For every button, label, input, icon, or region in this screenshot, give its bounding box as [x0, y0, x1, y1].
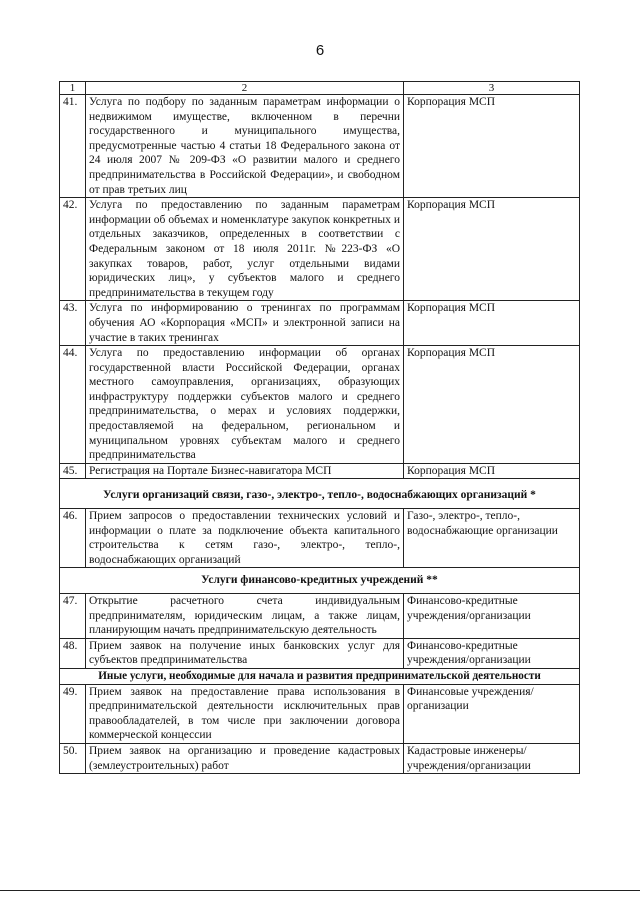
- services-table: [59, 81, 580, 774]
- page-bottom-rule: [0, 890, 640, 891]
- table-row: [60, 743, 580, 773]
- table-row: [60, 509, 580, 568]
- service-provider: Газо-, электро-, тепло-, водоснабжающие организации: [404, 509, 580, 568]
- service-description: Открытие расчетного счета индивидуальным предпринимателям, юридическим лицам, а также лицам, планирующим начать предпринимательскую деятельность: [86, 594, 404, 639]
- table-row: [60, 594, 580, 639]
- row-number: 46.: [60, 509, 86, 568]
- service-provider: Корпорация МСП: [404, 463, 580, 479]
- service-description: Услуга по предоставлению информации об органах государственной власти Российской Федерации, органах местного самоуправления, организациях, образующих инфраструктуру поддержки субъектов малого и среднего предпринимательства, о мерах и условиях поддержки, предоставляемой на федеральном, региональном и муниципальном уровнях субъектам малого и среднего предпринимательства: [86, 346, 404, 464]
- table-row: [60, 638, 580, 668]
- service-provider: Корпорация МСП: [404, 198, 580, 301]
- section-header-row: [60, 668, 580, 684]
- table-row: [60, 198, 580, 301]
- service-provider: Финансовые учреждения/организации: [404, 684, 580, 743]
- row-number: 48.: [60, 638, 86, 668]
- section-header-row: [60, 568, 580, 594]
- service-provider: Корпорация МСП: [404, 301, 580, 346]
- table-row: [60, 684, 580, 743]
- table-row: [60, 346, 580, 464]
- table-header-row: [60, 82, 580, 95]
- service-description: Услуга по подбору по заданным параметрам информации о недвижимом имуществе, включенном в перечни государственного и муниципального имущества, предусмотренные частью 4 статьи 18 Федерального закона от 24 июля 2007 № 209-ФЗ «О развитии малого и среднего предпринимательства в Российской Федерации», и свободном от прав третьих лиц: [86, 95, 404, 198]
- table-row: [60, 95, 580, 198]
- section-title: Иные услуги, необходимые для начала и развития предпринимательской деятельности: [60, 668, 580, 684]
- row-number: 45.: [60, 463, 86, 479]
- service-provider: Корпорация МСП: [404, 95, 580, 198]
- row-number: 49.: [60, 684, 86, 743]
- column-header-3: 3: [404, 82, 580, 95]
- table-row: [60, 463, 580, 479]
- column-header-2: 2: [86, 82, 404, 95]
- section-title: Услуги финансово-кредитных учреждений **: [60, 568, 580, 594]
- row-number: 42.: [60, 198, 86, 301]
- service-provider: Кадастровые инженеры/ учреждения/организации: [404, 743, 580, 773]
- row-number: 50.: [60, 743, 86, 773]
- service-description: Услуга по информированию о тренингах по программам обучения АО «Корпорация «МСП» и электронной записи на участие в таких тренингах: [86, 301, 404, 346]
- row-number: 43.: [60, 301, 86, 346]
- table-row: [60, 301, 580, 346]
- column-header-1: 1: [60, 82, 86, 95]
- page-number: 6: [315, 42, 325, 59]
- service-description: Прием заявок на предоставление права использования в предпринимательской деятельности исключительных прав правообладателей, в том числе при заключении договора коммерческой концессии: [86, 684, 404, 743]
- service-provider: Финансово-кредитные учреждения/организации: [404, 594, 580, 639]
- row-number: 44.: [60, 346, 86, 464]
- service-description: Услуга по предоставлению по заданным параметрам информации об объемах и номенклатуре закупок конкретных и отдельных заказчиков, определенных в соответствии с Федеральным законом от 18 июля 2011г. №223-ФЗ «О закупках товаров, работ, услуг отдельными видами юридических лиц», у субъектов малого и среднего предпринимательства в текущем году: [86, 198, 404, 301]
- service-provider: Финансово-кредитные учреждения/организации: [404, 638, 580, 668]
- row-number: 47.: [60, 594, 86, 639]
- section-title: Услуги организаций связи, газо-, электро-, тепло-, водоснабжающих организаций *: [60, 479, 580, 509]
- service-description: Прием заявок на организацию и проведение кадастровых (землеустроительных) работ: [86, 743, 404, 773]
- row-number: 41.: [60, 95, 86, 198]
- section-header-row: [60, 479, 580, 509]
- service-description: Регистрация на Портале Бизнес-навигатора МСП: [86, 463, 404, 479]
- service-description: Прием заявок на получение иных банковских услуг для субъектов предпринимательства: [86, 638, 404, 668]
- service-provider: Корпорация МСП: [404, 346, 580, 464]
- service-description: Прием запросов о предоставлении технических условий и информации о плате за подключение объекта капитального строительства к сетям газо-, электро-, тепло-, водоснабжающих организаций: [86, 509, 404, 568]
